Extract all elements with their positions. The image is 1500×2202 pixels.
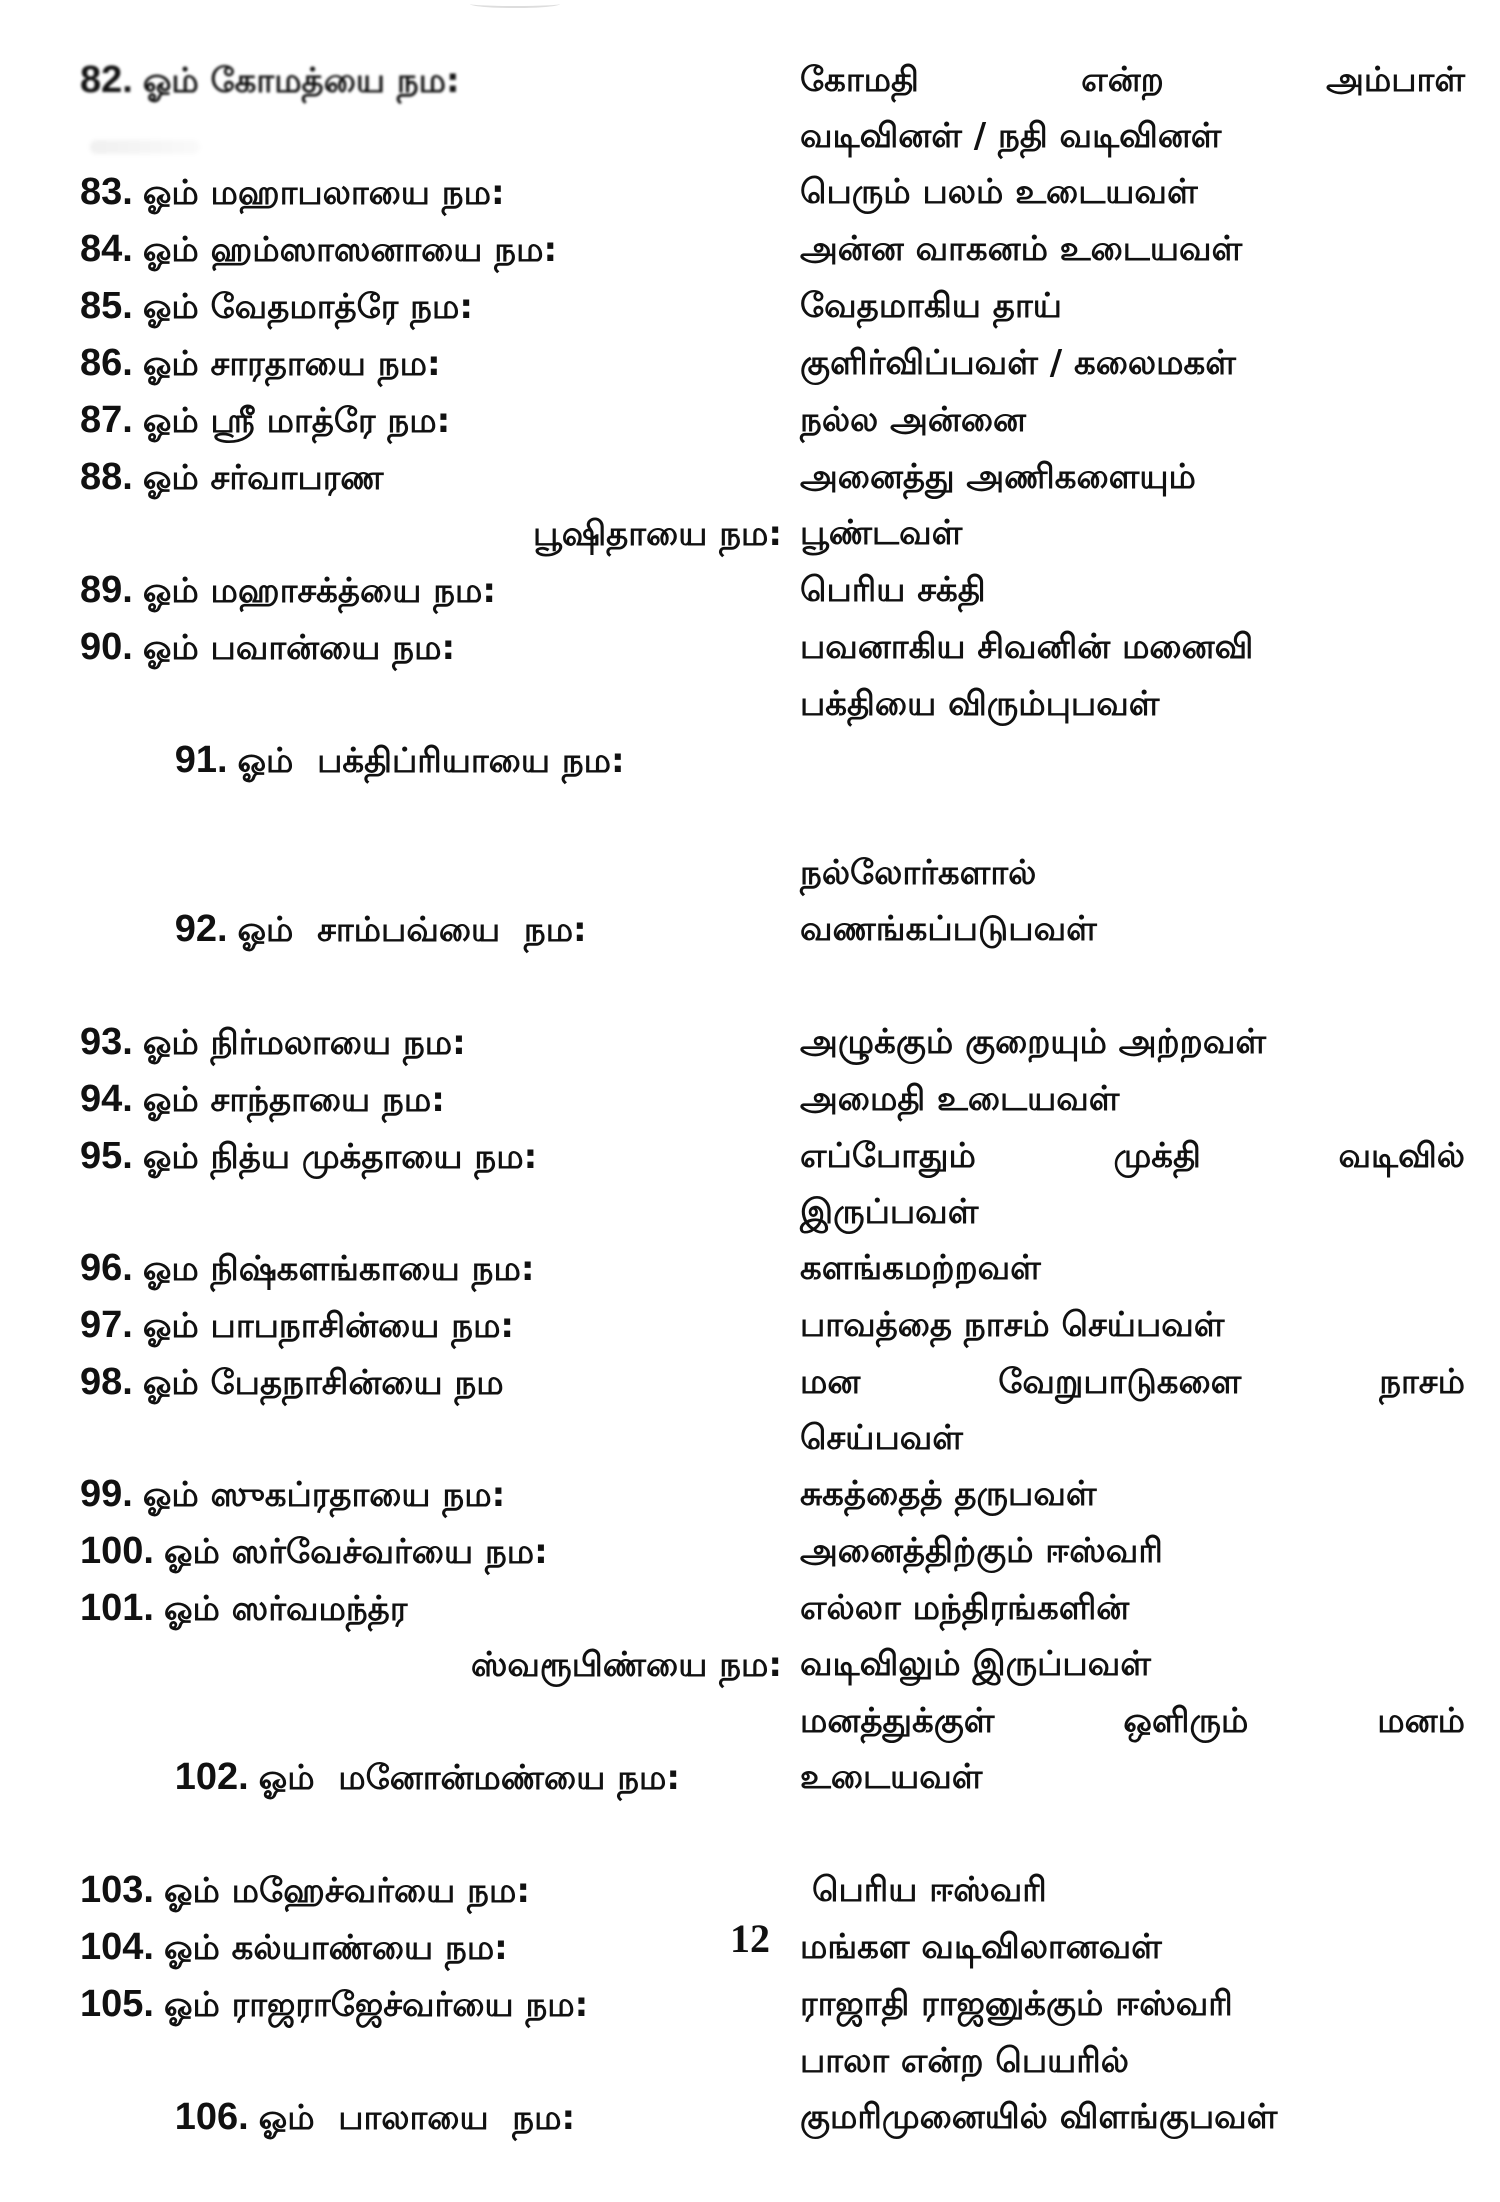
item-name: ஓம் பாலாயை நம: bbox=[258, 2098, 576, 2138]
item-name: ஓம் ஹம்ஸாஸனாயை நம: bbox=[142, 230, 558, 270]
item-meaning: எப்போதும் முக்தி வடிவில் bbox=[800, 1136, 1465, 1176]
item-name: ஓம் ஸர்வமந்த்ர bbox=[163, 1589, 408, 1629]
item-meaning: நல்லோர்களால் bbox=[800, 853, 1037, 893]
item-meaning: சுகத்தைத் தருபவள் bbox=[800, 1474, 1097, 1514]
item-name: ஓம் ராஜராஜேச்வர்யை நம: bbox=[163, 1985, 589, 2025]
list-item bbox=[80, 2033, 1465, 2202]
item-name: ஓம நிஷ்களங்காயை நம: bbox=[142, 1249, 535, 1289]
item-name: ஓம் வேதமாத்ரே நம: bbox=[142, 287, 473, 327]
list-item bbox=[80, 1240, 1465, 1297]
item-meaning: களங்கமற்றவள் bbox=[800, 1248, 1041, 1288]
item-number: 95. bbox=[80, 1135, 133, 1177]
item-meaning: மனத்துக்குள் ஒளிரும் மனம் bbox=[800, 1701, 1465, 1741]
list-item bbox=[80, 1976, 1465, 2033]
item-name-continuation: ஸ்வரூபிண்யை நம: bbox=[470, 1645, 782, 1685]
scan-mark bbox=[470, 0, 560, 8]
item-name: ஓம் மஹாசக்த்யை நம: bbox=[142, 571, 496, 611]
list-item bbox=[80, 1128, 1465, 1240]
item-meaning: பெரிய ஈஸ்வரி bbox=[812, 1870, 1047, 1910]
item-meaning: செய்பவள் bbox=[800, 1418, 963, 1458]
item-number: 97. bbox=[80, 1304, 133, 1346]
item-number: 106. bbox=[174, 2096, 249, 2138]
item-meaning: மங்கள வடிவிலானவள் bbox=[800, 1927, 1162, 1967]
item-number: 102. bbox=[174, 1756, 249, 1798]
item-number: 89. bbox=[80, 569, 133, 611]
item-meaning: எல்லா மந்திரங்களின் bbox=[800, 1588, 1130, 1628]
item-meaning: அன்ன வாகனம் உடையவள் bbox=[800, 229, 1243, 269]
list-item bbox=[80, 1862, 1465, 1919]
item-name: ஓம் மஹாபலாயை நம: bbox=[142, 173, 505, 213]
item-number: 94. bbox=[80, 1078, 133, 1120]
item-name: ஓம் பக்திப்ரியாயை நம: bbox=[237, 741, 625, 781]
list-item bbox=[80, 845, 1465, 1014]
item-number: 101. bbox=[80, 1587, 154, 1629]
item-name: ஓம் நித்ய முக்தாயை நம: bbox=[142, 1137, 538, 1177]
item-name: ஓம் பவான்யை நம: bbox=[142, 628, 456, 668]
item-name: ஓம் ஸ்ரீ மாத்ரே நம: bbox=[142, 401, 451, 441]
item-name: ஓம் கோமத்யை நம: bbox=[142, 61, 460, 101]
list-item bbox=[80, 619, 1465, 676]
item-number: 104. bbox=[80, 1926, 154, 1968]
item-meaning: அழுக்கும் குறையும் அற்றவள் bbox=[800, 1022, 1267, 1062]
item-number: 88. bbox=[80, 456, 133, 498]
list-item bbox=[80, 1523, 1465, 1580]
item-name: ஓம் கல்யாண்யை நம: bbox=[163, 1928, 508, 1968]
item-meaning: ராஜாதி ராஜனுக்கும் ஈஸ்வரி bbox=[800, 1984, 1233, 2024]
list-item bbox=[80, 562, 1465, 619]
list-item bbox=[80, 278, 1465, 335]
item-name-continuation: பூஷிதாயை நம: bbox=[532, 514, 782, 554]
list-item bbox=[80, 335, 1465, 392]
item-name: ஓம் பேதநாசின்யை நம bbox=[142, 1363, 504, 1403]
item-number: 103. bbox=[80, 1869, 154, 1911]
item-name: ஓம் சாரதாயை நம: bbox=[142, 344, 441, 384]
item-meaning: பாலா என்ற பெயரில் bbox=[800, 2041, 1129, 2081]
item-number: 85. bbox=[80, 285, 133, 327]
item-name: ஓம் மனோன்மண்யை நம: bbox=[258, 1758, 680, 1798]
item-name: ஓம் ஸுகப்ரதாயை நம: bbox=[142, 1475, 506, 1515]
item-name: ஓம் ஸர்வேச்வர்யை நம: bbox=[163, 1532, 548, 1572]
item-number: 96. bbox=[80, 1247, 133, 1289]
item-meaning: வடிவிலும் இருப்பவள் bbox=[800, 1644, 1151, 1684]
item-meaning: கோமதி என்ற அம்பாள் bbox=[800, 60, 1465, 100]
page-number: 12 bbox=[730, 1916, 770, 1961]
item-meaning: பெரிய சக்தி bbox=[800, 570, 986, 610]
list-item bbox=[80, 221, 1465, 278]
item-meaning: பாவத்தை நாசம் செய்பவள் bbox=[800, 1305, 1225, 1345]
item-meaning: வேதமாகிய தாய் bbox=[800, 286, 1062, 326]
item-meaning: குமரிமுனையில் விளங்குபவள் bbox=[800, 2097, 1278, 2137]
list-item bbox=[80, 676, 1465, 845]
list-item bbox=[80, 449, 1465, 562]
item-name: ஓம் நிர்மலாயை நம: bbox=[142, 1023, 466, 1063]
item-number: 90. bbox=[80, 626, 133, 668]
list-item bbox=[80, 1693, 1465, 1862]
item-number: 82. bbox=[80, 59, 133, 101]
list-item bbox=[80, 1466, 1465, 1523]
item-meaning: வணங்கப்படுபவள் bbox=[800, 909, 1097, 949]
item-meaning: மன வேறுபாடுகளை நாசம் bbox=[800, 1362, 1465, 1402]
item-meaning: இருப்பவள் bbox=[800, 1192, 979, 1232]
list-item bbox=[80, 1297, 1465, 1354]
item-meaning: குளிர்விப்பவள் / கலைமகள் bbox=[800, 343, 1236, 383]
item-name: ஓம் மஹேச்வர்யை நம: bbox=[163, 1871, 530, 1911]
list-item bbox=[80, 1014, 1465, 1071]
item-meaning: அனைத்திற்கும் ஈஸ்வரி bbox=[800, 1531, 1163, 1571]
item-number: 92. bbox=[174, 908, 228, 950]
item-meaning: பவனாகிய சிவனின் மனைவி bbox=[800, 627, 1254, 667]
item-number: 83. bbox=[80, 171, 133, 213]
item-name: ஓம் பாபநாசின்யை நம: bbox=[142, 1306, 515, 1346]
item-meaning: அனைத்து அணிகளையும் bbox=[800, 457, 1196, 497]
item-name: ஓம் சர்வாபரண bbox=[142, 458, 384, 498]
item-meaning: நல்ல அன்னை bbox=[800, 400, 1026, 440]
list-item bbox=[80, 52, 1465, 164]
item-number: 84. bbox=[80, 228, 133, 270]
item-number: 105. bbox=[80, 1983, 154, 2025]
item-name: ஓம் சாம்பவ்யை நம: bbox=[237, 910, 587, 950]
item-meaning: அமைதி உடையவள் bbox=[800, 1079, 1120, 1119]
item-number: 98. bbox=[80, 1361, 133, 1403]
item-number: 87. bbox=[80, 399, 133, 441]
item-meaning: பெரும் பலம் உடையவள் bbox=[800, 172, 1198, 212]
item-number: 91. bbox=[174, 739, 228, 781]
item-name: ஓம் சாந்தாயை நம: bbox=[142, 1080, 445, 1120]
item-meaning: உடையவள் bbox=[800, 1757, 983, 1797]
item-meaning: வடிவினள் / நதி வடிவினள் bbox=[800, 116, 1222, 156]
list-item bbox=[80, 164, 1465, 221]
list-item bbox=[80, 1580, 1465, 1693]
list-item bbox=[80, 392, 1465, 449]
item-meaning: பக்தியை விரும்புபவள் bbox=[800, 684, 1160, 724]
item-number: 86. bbox=[80, 342, 133, 384]
name-list bbox=[80, 52, 1465, 2202]
item-meaning: பூண்டவள் bbox=[800, 513, 963, 553]
item-number: 99. bbox=[80, 1473, 133, 1515]
list-item bbox=[80, 1071, 1465, 1128]
item-number: 93. bbox=[80, 1021, 133, 1063]
list-item bbox=[80, 1354, 1465, 1466]
item-number: 100. bbox=[80, 1530, 154, 1572]
